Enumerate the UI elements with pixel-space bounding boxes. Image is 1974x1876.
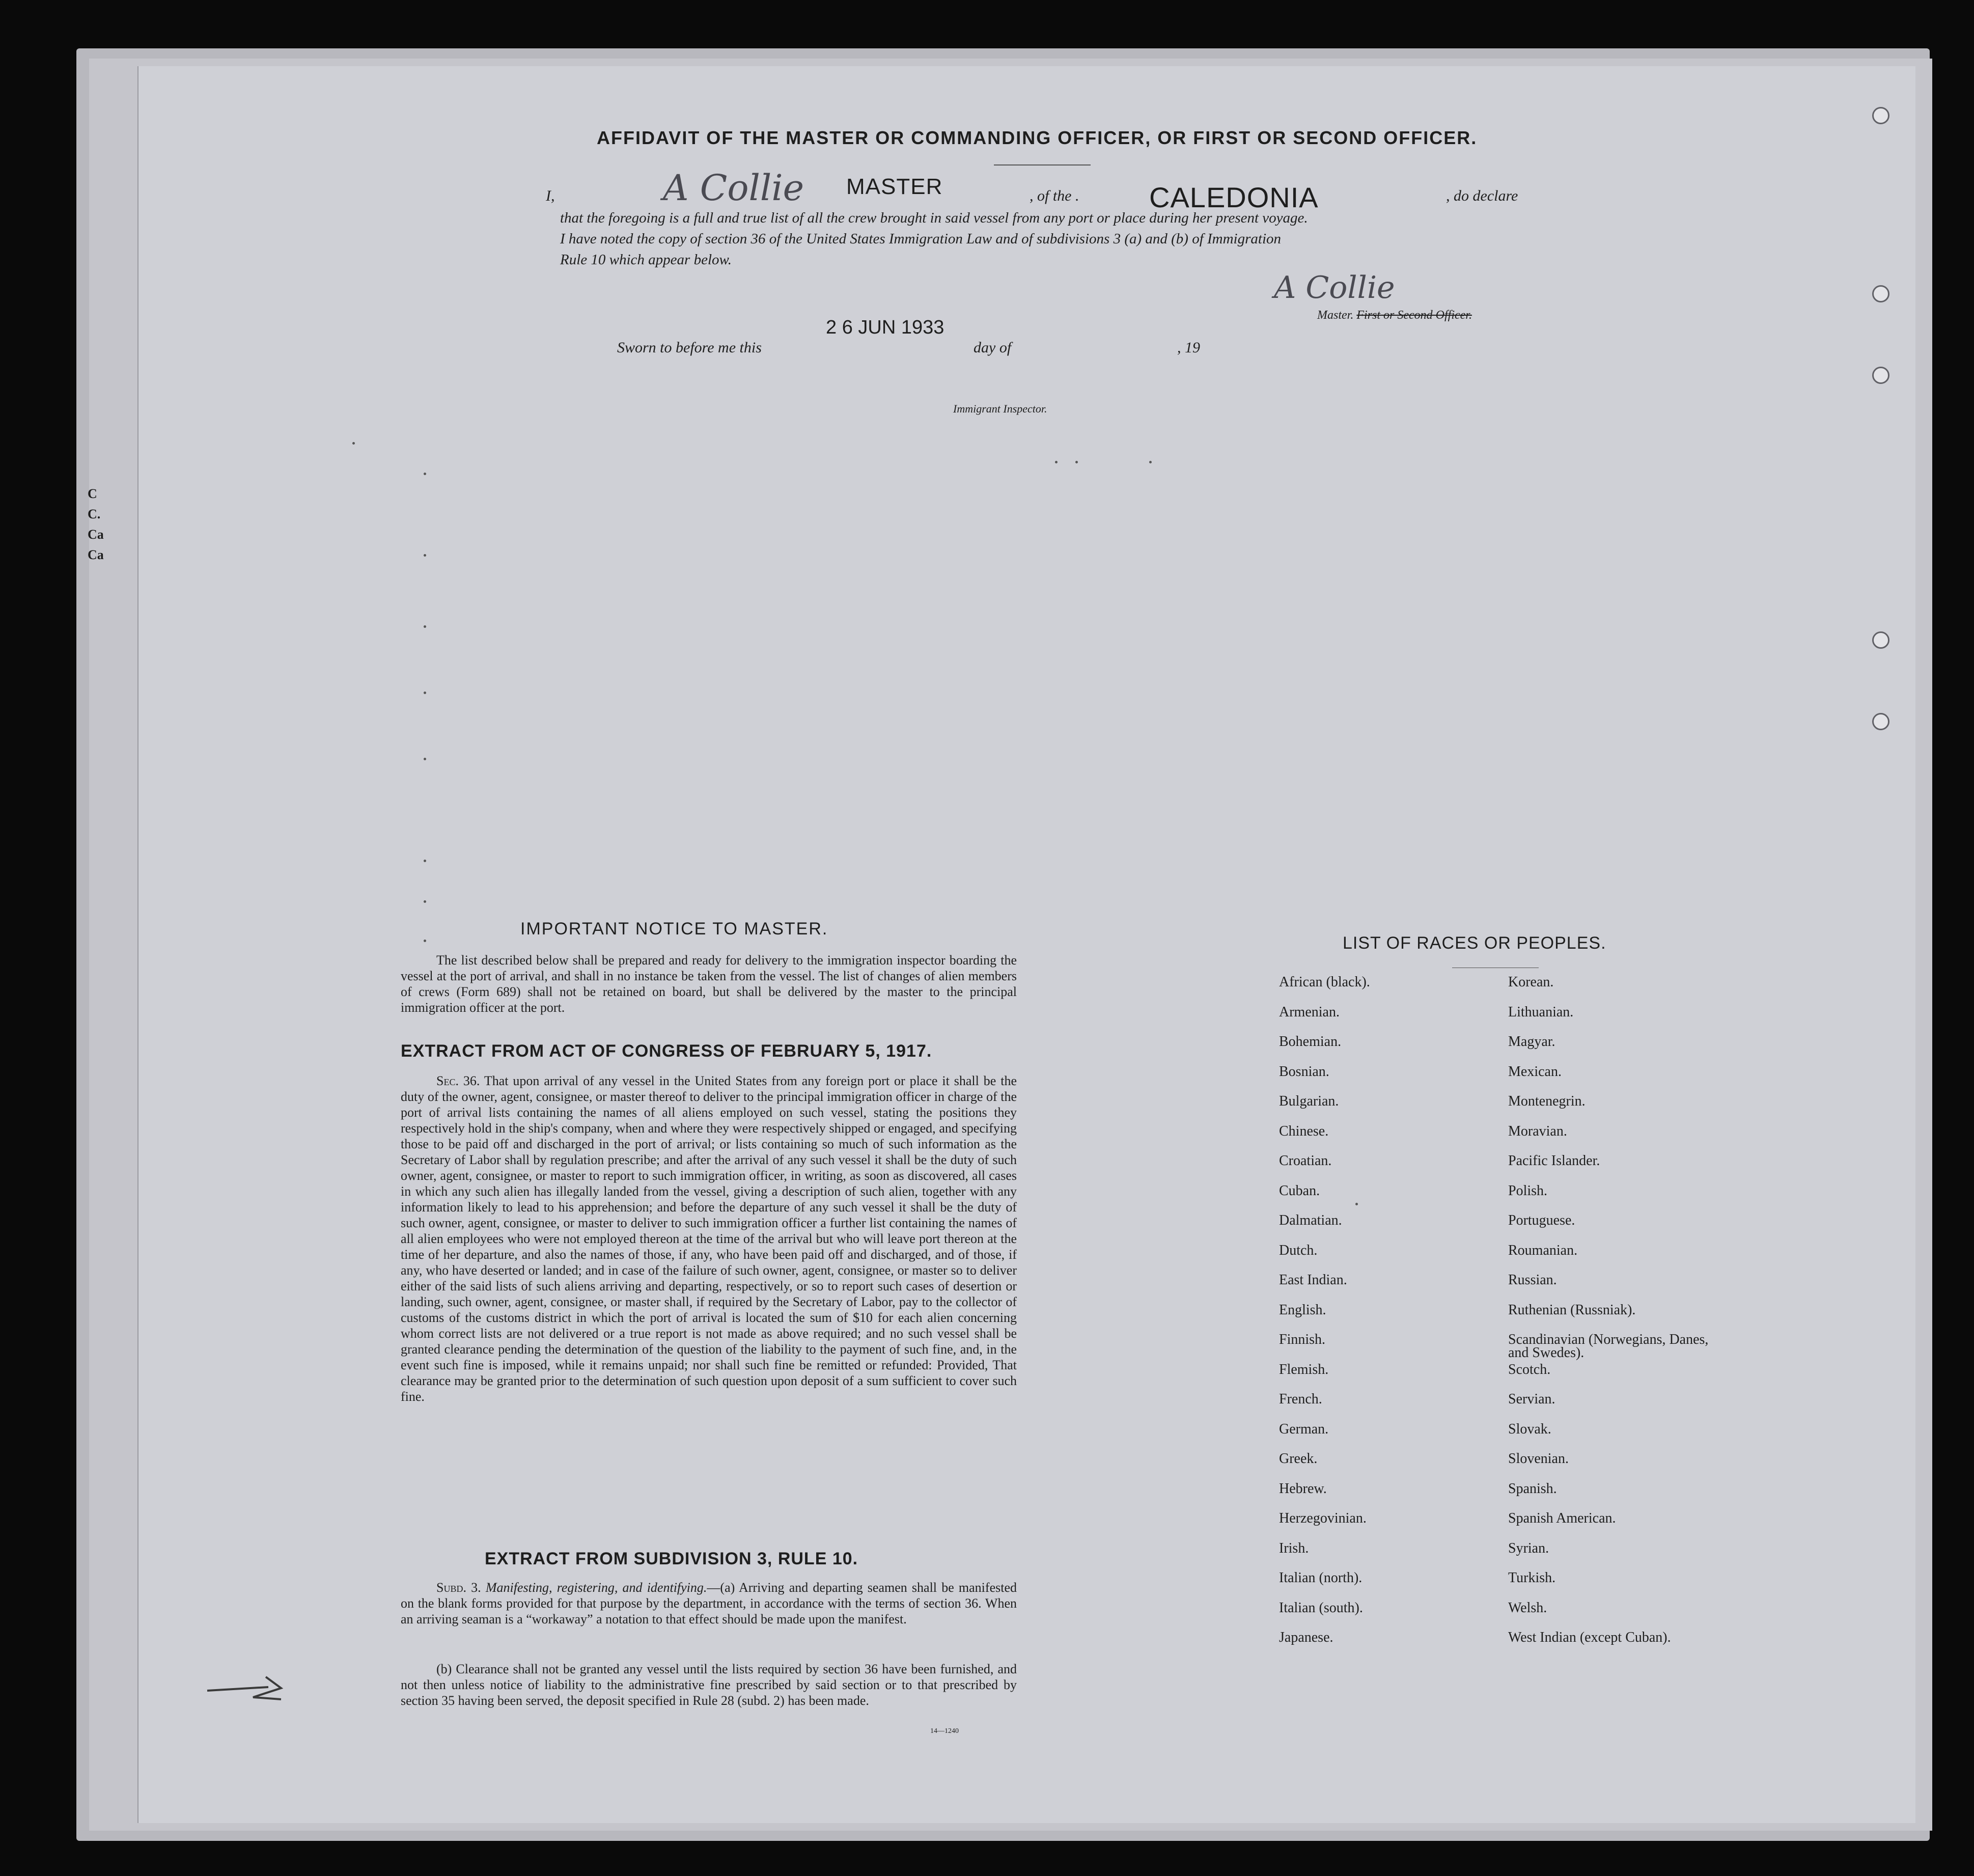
race-row bbox=[1279, 1631, 1370, 1661]
race-item: Ruthenian (Russniak). bbox=[1508, 1302, 1636, 1318]
race-item: Syrian. bbox=[1508, 1540, 1549, 1556]
race-row bbox=[1279, 1333, 1370, 1363]
race-item: Bohemian. bbox=[1279, 1034, 1342, 1050]
race-item: Lithuanian. bbox=[1508, 1004, 1574, 1020]
dot bbox=[424, 758, 426, 760]
race-row bbox=[1508, 1393, 1732, 1423]
sworn-label: Sworn to before me this bbox=[617, 339, 762, 356]
race-row bbox=[1279, 976, 1370, 1006]
race-item: Slovak. bbox=[1508, 1421, 1551, 1437]
race-row bbox=[1508, 1363, 1732, 1393]
race-row bbox=[1508, 1512, 1732, 1542]
dot bbox=[424, 692, 426, 694]
race-item: Korean. bbox=[1508, 974, 1554, 990]
race-item: Greek. bbox=[1279, 1451, 1318, 1467]
race-item: Mexican. bbox=[1508, 1063, 1562, 1080]
race-row bbox=[1279, 1184, 1370, 1215]
race-row bbox=[1508, 1482, 1732, 1512]
race-item: Bulgarian. bbox=[1279, 1093, 1339, 1109]
race-row bbox=[1508, 1452, 1732, 1482]
race-item: Bosnian. bbox=[1279, 1063, 1329, 1080]
race-item: Scandinavian (Norwegians, Danes, and Swedes). bbox=[1508, 1332, 1709, 1361]
race-row bbox=[1508, 1184, 1732, 1215]
race-row bbox=[1508, 1631, 1732, 1661]
race-item: Dalmatian. bbox=[1279, 1212, 1342, 1228]
rule-text-b: (b) Clearance shall not be granted any vessel until the lists required by section 36 have been furnished, and not then unless notice of liability to the administrative fine prescribed by said section or to that prescribed by section 35 having been served, the deposit specified in Rule 28 (subd. 2) has been made. bbox=[401, 1662, 1017, 1708]
dot bbox=[424, 860, 426, 862]
rule-text-a-block bbox=[401, 1580, 1017, 1627]
races-right-column bbox=[1508, 976, 1732, 1661]
race-row bbox=[1279, 1482, 1370, 1512]
race-row bbox=[1508, 1065, 1732, 1095]
race-item: Spanish American. bbox=[1508, 1510, 1616, 1526]
dot bbox=[352, 442, 355, 445]
race-item: Flemish. bbox=[1279, 1361, 1329, 1377]
officer-title-master: Master. bbox=[1317, 309, 1354, 322]
race-row bbox=[1508, 1602, 1732, 1632]
race-item: English. bbox=[1279, 1302, 1326, 1318]
rule-subd-heading: Manifesting, registering, and identifying. bbox=[485, 1580, 707, 1595]
affidavit-body-line3: Rule 10 which appear below. bbox=[560, 252, 732, 268]
race-row bbox=[1508, 1125, 1732, 1155]
race-item: Pacific Islander. bbox=[1508, 1153, 1600, 1169]
rule-title: EXTRACT FROM SUBDIVISION 3, RULE 10. bbox=[485, 1549, 858, 1568]
race-row bbox=[1508, 1244, 1732, 1274]
affidavit-pronoun: I, bbox=[546, 187, 555, 204]
race-item: Finnish. bbox=[1279, 1332, 1326, 1347]
dot bbox=[424, 940, 426, 942]
act-text-block bbox=[401, 1073, 1017, 1404]
race-item: Japanese. bbox=[1279, 1630, 1333, 1645]
race-item: Chinese. bbox=[1279, 1123, 1329, 1139]
races-left-column bbox=[1279, 976, 1370, 1661]
inspector-label: Immigrant Inspector. bbox=[953, 402, 1047, 415]
race-row bbox=[1279, 1304, 1370, 1334]
race-row bbox=[1279, 1542, 1370, 1572]
affidavit-title: AFFIDAVIT OF THE MASTER OR COMMANDING OFFICER, OR FIRST OR SECOND OFFICER. bbox=[597, 127, 1478, 148]
act-text: That upon arrival of any vessel in the United States from any foreign port or place it shall be the duty of the owner, agent, consignee, or master thereof to deliver to the principal immigration officer in charge of the port of arrival lists containing the names of all aliens employed on such vessel, stating the positions they respectively hold in the ship's company, when and where they were respectively shipped or engaged, and specifying those to be paid off and discharged in the port of arrival; or lists containing so much of such information as the Secretary of Labor shall by regulation prescribe; and after the arrival of any such vessel it shall be the duty of such owner, agent, consignee, or master to report to such immigration officer, in writing, as soon as discovered, all cases in which any such alien has illegally landed from the vessel, giving a description of such alien, together with any information likely to lead to his apprehension; and before the departure of any such vessel it shall be the duty of such owner, agent, consignee, or master to deliver to such immigration officer a further list containing the names of all alien employees who were not employed thereon at the time of the arrival but who will leave port thereon at the time of her departure, and also the names of those, if any, who have been paid off and discharged, and of those, if any, who have deserted or landed; and in case of the failure of such owner, agent, consignee, or master so to deliver either of the said lists of such aliens arriving and departing, respectively, or so to report such cases of desertion or landing, such owner, agent, consignee, or master shall, if required by the Secretary of Labor, pay to the collector of customs of the customs district in which the port of arrival is located the sum of $10 for each alien concerning whom correct lists are not delivered or a true report is not made as above required; and no such vessel shall be granted clearance pending the determination of the question of the liability to the payment of such fine, and, in the event such fine is imposed, while it remains unpaid; nor shall such fine be remitted or refunded: Provided, That clearance may be granted prior to the determination of such question upon deposit of a sum sufficient to cover such fine. bbox=[401, 1073, 1017, 1404]
race-item: Russian. bbox=[1508, 1272, 1557, 1288]
race-row bbox=[1279, 1006, 1370, 1036]
race-item: Herzegovinian. bbox=[1279, 1510, 1367, 1526]
affidavit-body-line1: that the foregoing is a full and true list of all the crew brought in said vessel from any port or place during her present voyage. bbox=[560, 210, 1308, 226]
race-item: Magyar. bbox=[1508, 1034, 1555, 1050]
race-item: Italian (south). bbox=[1279, 1599, 1363, 1616]
race-item: Turkish. bbox=[1508, 1570, 1556, 1586]
pencil-mark-icon bbox=[205, 1673, 296, 1703]
race-row bbox=[1279, 1512, 1370, 1542]
race-item: Roumanian. bbox=[1508, 1242, 1578, 1258]
notice-title: IMPORTANT NOTICE TO MASTER. bbox=[520, 919, 828, 939]
margin-marks bbox=[88, 484, 118, 565]
race-row bbox=[1279, 1035, 1370, 1065]
race-item: Polish. bbox=[1508, 1182, 1548, 1199]
year-prefix: , 19 bbox=[1177, 339, 1200, 356]
race-row bbox=[1508, 1571, 1732, 1602]
race-row bbox=[1279, 1423, 1370, 1453]
binder-hole-icon bbox=[1872, 367, 1889, 384]
race-row bbox=[1279, 1125, 1370, 1155]
race-row bbox=[1508, 1304, 1732, 1334]
of-the-label: , of the . bbox=[1030, 187, 1079, 204]
race-item: West Indian (except Cuban). bbox=[1508, 1630, 1671, 1645]
race-item: East Indian. bbox=[1279, 1272, 1347, 1288]
race-row bbox=[1508, 1035, 1732, 1065]
race-item: Scotch. bbox=[1508, 1361, 1551, 1377]
race-item: Croatian. bbox=[1279, 1153, 1332, 1169]
officer-signature: A Collie bbox=[1274, 270, 1395, 306]
role-stamp: MASTER bbox=[846, 174, 943, 199]
race-item: Dutch. bbox=[1279, 1242, 1318, 1258]
race-row bbox=[1279, 1452, 1370, 1482]
notice-text: The list described below shall be prepared and ready for delivery to the immigration inspector boarding the vessel at the port of arrival, and shall in no instance be taken from the vessel. The list of changes of alien members of crews (Form 689) shall not be retained on board, but shall be delivered by the master to the principal immigration officer at the port. bbox=[401, 953, 1017, 1015]
dot bbox=[1075, 461, 1078, 463]
manifest-page bbox=[137, 66, 1915, 1823]
margin-mark: C. bbox=[88, 507, 101, 521]
race-item: German. bbox=[1279, 1421, 1329, 1437]
race-row bbox=[1279, 1214, 1370, 1244]
race-item: Montenegrin. bbox=[1508, 1093, 1586, 1109]
binder-hole-icon bbox=[1872, 107, 1889, 124]
race-row bbox=[1508, 1214, 1732, 1244]
race-item: African (black). bbox=[1279, 974, 1370, 990]
form-number: 14—1240 bbox=[930, 1727, 959, 1735]
race-row bbox=[1508, 976, 1732, 1006]
race-row bbox=[1508, 1542, 1732, 1572]
rule-subd-label: Subd. 3. bbox=[436, 1580, 481, 1595]
race-row bbox=[1279, 1571, 1370, 1602]
race-row bbox=[1279, 1095, 1370, 1125]
affidavit-body-line2: I have noted the copy of section 36 of the United States Immigration Law and of subdivisions 3 (a) and (b) of Immigration bbox=[560, 231, 1282, 247]
dot bbox=[424, 473, 426, 475]
binder-hole-icon bbox=[1872, 285, 1889, 302]
race-row bbox=[1279, 1244, 1370, 1274]
officer-title-struck: First or Second Officer. bbox=[1356, 309, 1472, 322]
race-row bbox=[1279, 1363, 1370, 1393]
race-row bbox=[1279, 1274, 1370, 1304]
race-item: Portuguese. bbox=[1508, 1212, 1575, 1228]
race-row bbox=[1508, 1274, 1732, 1304]
race-row bbox=[1279, 1065, 1370, 1095]
race-item: Welsh. bbox=[1508, 1599, 1547, 1616]
binder-hole-icon bbox=[1872, 631, 1889, 649]
officer-title bbox=[1317, 309, 1472, 322]
race-item: French. bbox=[1279, 1391, 1322, 1407]
race-row bbox=[1508, 1154, 1732, 1184]
dot bbox=[424, 554, 426, 557]
race-row bbox=[1508, 1095, 1732, 1125]
race-item: Cuban. bbox=[1279, 1182, 1320, 1199]
race-row bbox=[1508, 1423, 1732, 1453]
dot bbox=[1149, 461, 1152, 463]
dot bbox=[424, 625, 426, 628]
rule-text-a: —(a) Arriving and departing seamen shall be manifested on the blank forms provided for that purpose by the department, in accordance with the terms of section 36. When an arriving seaman is a “workaway” a notation to that effect should be made upon the manifest. bbox=[401, 1580, 1017, 1626]
race-item: Moravian. bbox=[1508, 1123, 1567, 1139]
race-item: Irish. bbox=[1279, 1540, 1309, 1556]
master-signature: A Collie bbox=[663, 167, 804, 209]
race-item: Hebrew. bbox=[1279, 1480, 1327, 1497]
race-item: Spanish. bbox=[1508, 1480, 1557, 1497]
date-stamp: 2 6 JUN 1933 bbox=[826, 317, 944, 338]
do-declare-label: , do declare bbox=[1446, 187, 1518, 204]
races-title: LIST OF RACES OR PEOPLES. bbox=[1343, 933, 1606, 953]
race-row bbox=[1279, 1602, 1370, 1632]
margin-mark: Ca bbox=[88, 527, 104, 542]
race-row bbox=[1508, 1006, 1732, 1036]
act-sec-label: Sec. 36. bbox=[436, 1073, 480, 1088]
race-item: Armenian. bbox=[1279, 1004, 1340, 1020]
title-rule bbox=[994, 164, 1091, 165]
race-row bbox=[1279, 1154, 1370, 1184]
dot bbox=[1055, 461, 1058, 463]
vessel-name: CALEDONIA bbox=[1149, 181, 1319, 213]
race-row bbox=[1508, 1333, 1732, 1363]
binder-hole-icon bbox=[1872, 713, 1889, 730]
margin-mark: Ca bbox=[88, 547, 104, 562]
race-item: Servian. bbox=[1508, 1391, 1555, 1407]
race-row bbox=[1279, 1393, 1370, 1423]
race-item: Italian (north). bbox=[1279, 1570, 1363, 1586]
margin-mark: C bbox=[88, 486, 97, 501]
race-item: Slovenian. bbox=[1508, 1451, 1569, 1467]
act-title: EXTRACT FROM ACT OF CONGRESS OF FEBRUARY 5, 1917. bbox=[401, 1041, 932, 1061]
dot bbox=[424, 900, 426, 903]
day-of-label: day of bbox=[974, 339, 1012, 356]
